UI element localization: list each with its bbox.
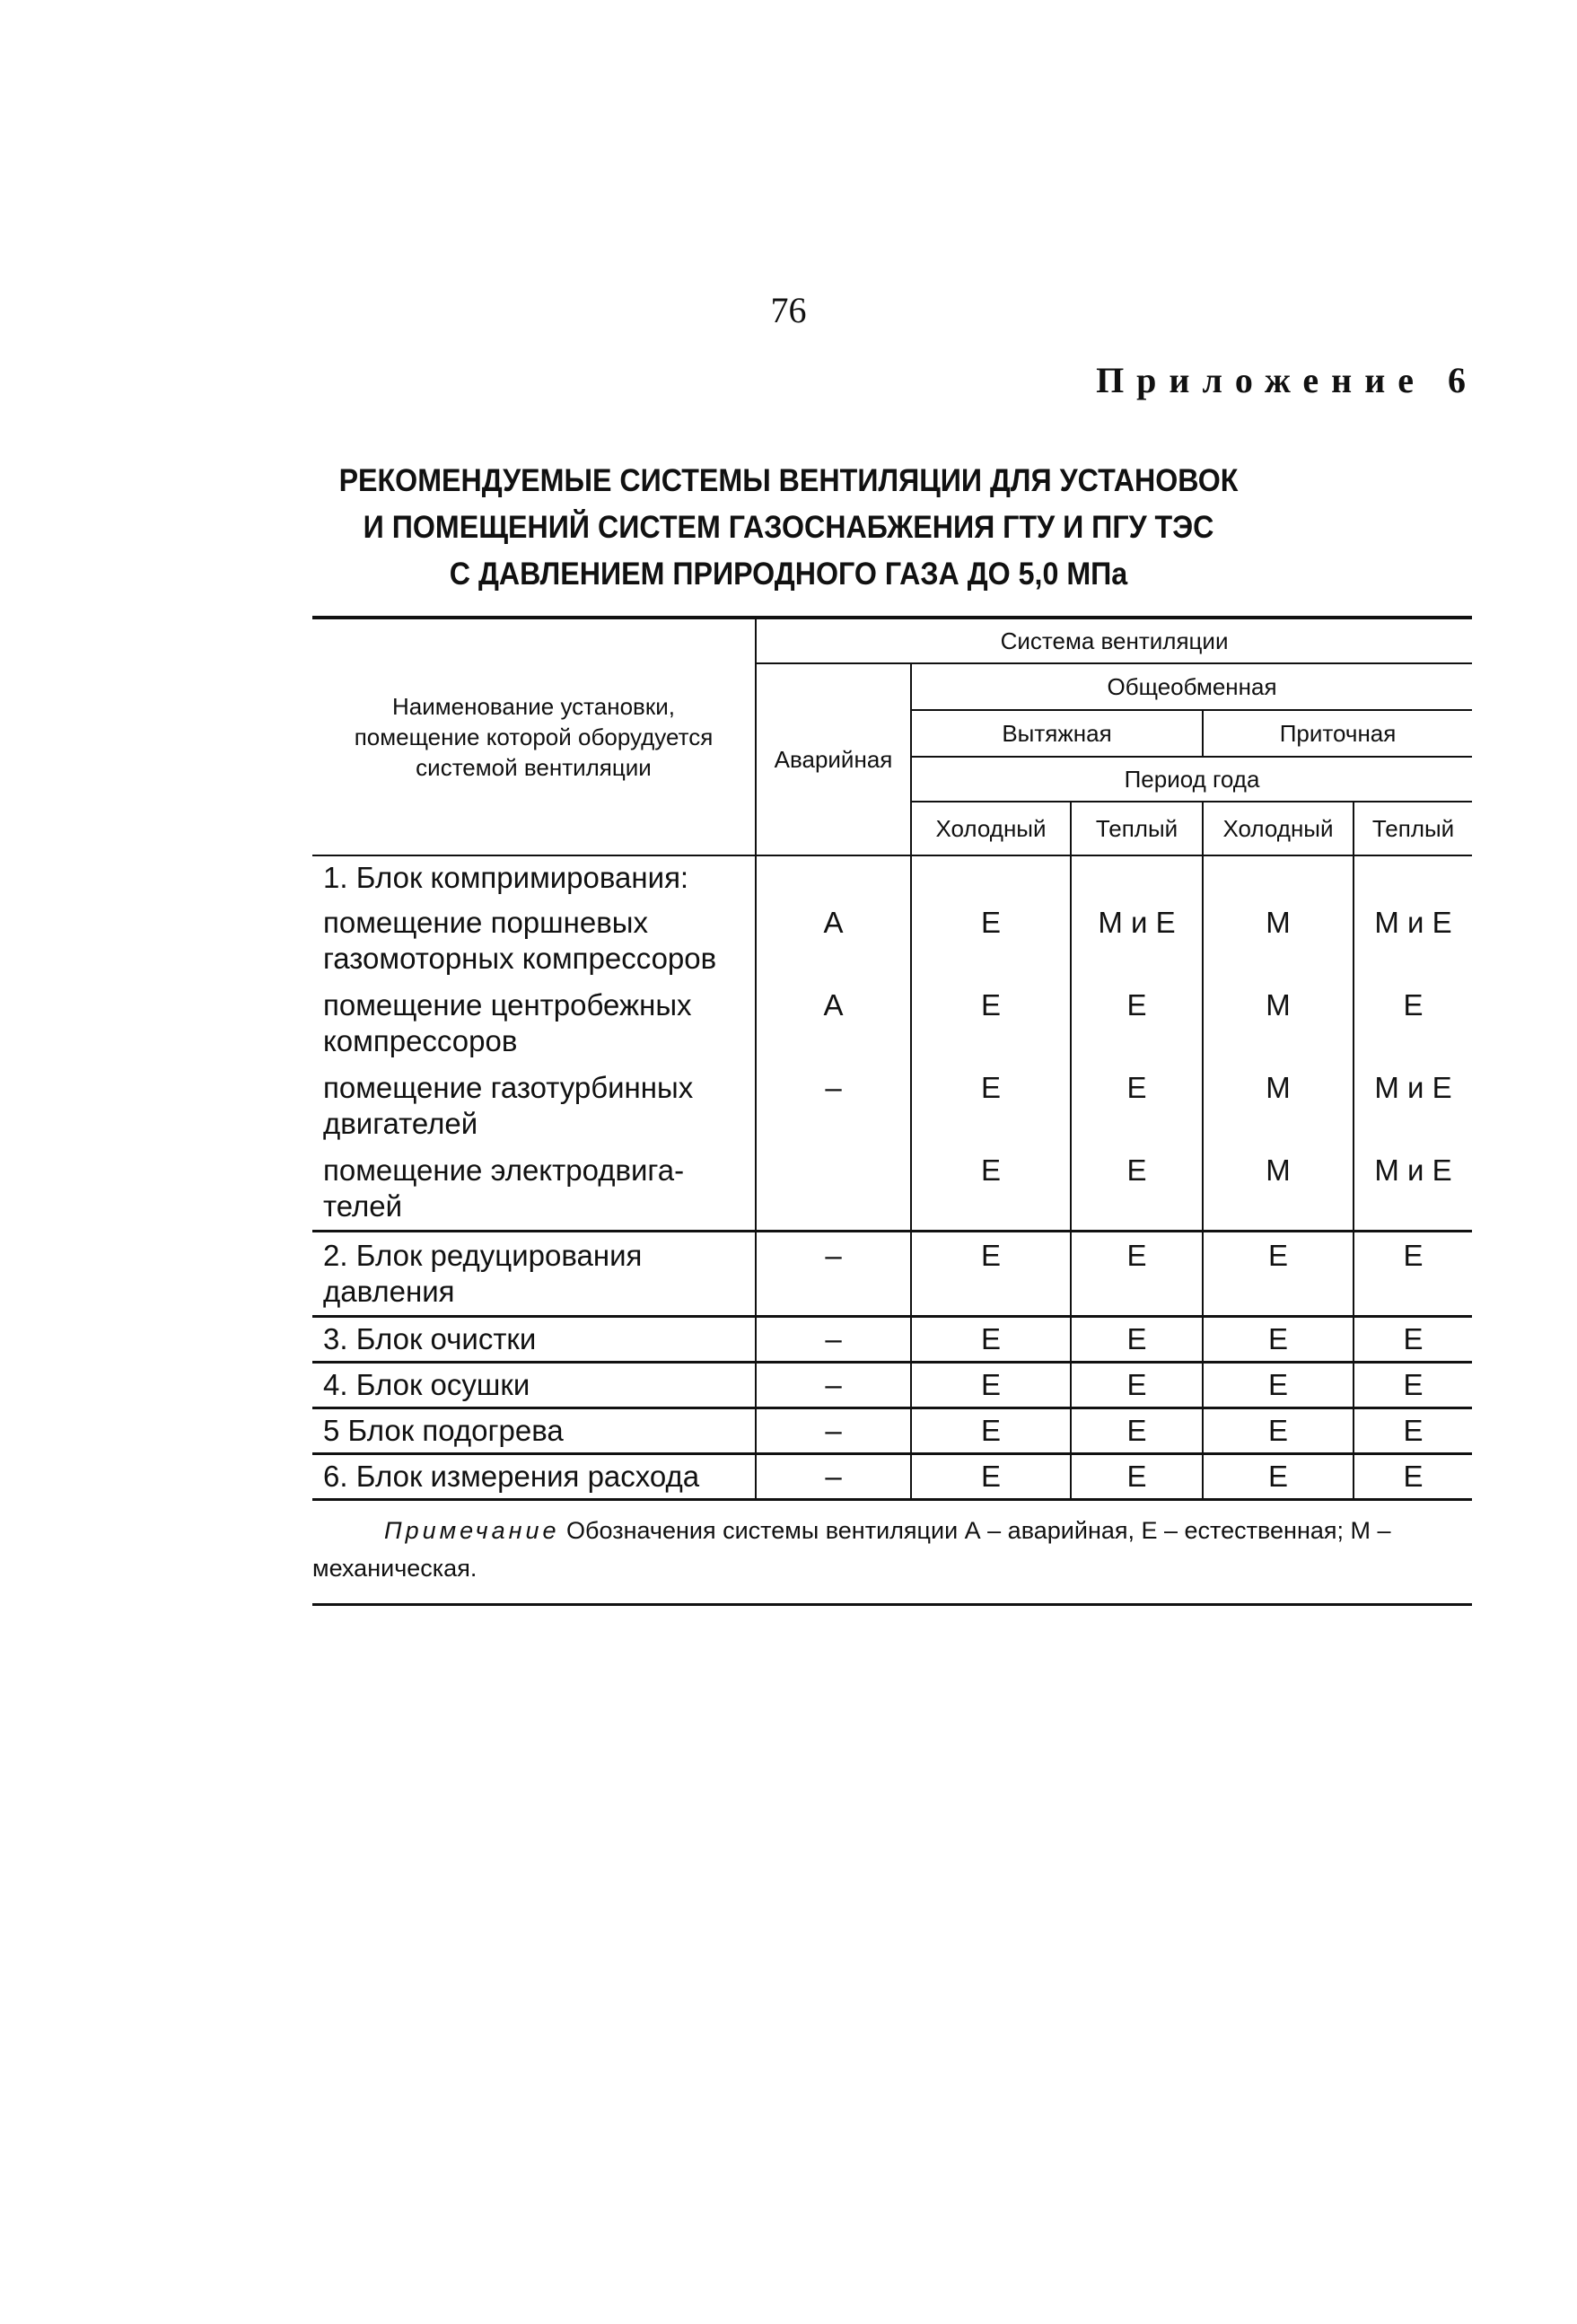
header-supply-cold: Холодный bbox=[1203, 802, 1354, 855]
table-row bbox=[312, 1408, 1472, 1454]
cell-emergency bbox=[756, 1147, 911, 1232]
header-installation-name bbox=[312, 618, 756, 855]
cell-supply-warm: Е bbox=[1354, 1408, 1472, 1454]
ventilation-table-block bbox=[312, 616, 1472, 1606]
header-general: Общеобменная bbox=[911, 663, 1472, 710]
row-name: 2. Блок редуцирования давления bbox=[312, 1232, 756, 1317]
row-name: 1. Блок компримирования: bbox=[323, 861, 689, 894]
cell-exhaust-warm: Е bbox=[1071, 982, 1203, 1065]
cell-exhaust-cold: Е bbox=[911, 982, 1071, 1065]
row-name: 4. Блок осушки bbox=[312, 1363, 756, 1408]
cell-supply-warm: Е bbox=[1354, 1317, 1472, 1363]
cell-exhaust-warm: Е bbox=[1071, 1454, 1203, 1500]
header-exhaust-warm: Теплый bbox=[1071, 802, 1203, 855]
cell-exhaust-cold: Е bbox=[911, 1232, 1071, 1317]
row-name: помещение газотурбинных двигателей bbox=[323, 1071, 694, 1140]
row-name: 3. Блок очистки bbox=[312, 1317, 756, 1363]
cell-supply-cold: М bbox=[1203, 899, 1354, 982]
cell-exhaust-cold: Е bbox=[911, 899, 1071, 982]
header-exhaust: Вытяжная bbox=[911, 710, 1203, 757]
cell-exhaust-warm bbox=[1071, 855, 1203, 899]
table-row bbox=[312, 899, 1472, 982]
row-name: помещение электродвига-телей bbox=[312, 1147, 756, 1232]
table-row bbox=[312, 1363, 1472, 1408]
cell-exhaust-warm: Е bbox=[1071, 1408, 1203, 1454]
cell-exhaust-cold: Е bbox=[911, 1363, 1071, 1408]
header-period: Период года bbox=[911, 757, 1472, 802]
document-title bbox=[63, 458, 1513, 598]
cell-supply-warm: М и Е bbox=[1354, 1065, 1472, 1147]
header-exhaust-cold: Холодный bbox=[911, 802, 1071, 855]
header-name-line: помещение которой оборудуется bbox=[354, 724, 714, 750]
cell-exhaust-cold: Е bbox=[911, 1408, 1071, 1454]
table-note bbox=[312, 1512, 1472, 1606]
cell-exhaust-cold: Е bbox=[911, 1065, 1071, 1147]
table-row bbox=[312, 1454, 1472, 1500]
header-supply: Приточная bbox=[1203, 710, 1472, 757]
cell-exhaust-warm: Е bbox=[1071, 1065, 1203, 1147]
cell-exhaust-warm: Е bbox=[1071, 1147, 1203, 1232]
cell-supply-cold: Е bbox=[1203, 1363, 1354, 1408]
title-line: РЕКОМЕНДУЕМЫЕ СИСТЕМЫ ВЕНТИЛЯЦИИ ДЛЯ УСТАНОВОК bbox=[338, 463, 1239, 498]
cell-supply-cold: М bbox=[1203, 1065, 1354, 1147]
cell-emergency: – bbox=[756, 1454, 911, 1500]
cell-supply-warm: Е bbox=[1354, 1232, 1472, 1317]
cell-emergency: – bbox=[756, 1232, 911, 1317]
cell-emergency: А bbox=[756, 982, 911, 1065]
table-row bbox=[312, 1147, 1472, 1232]
appendix-label: Приложение 6 bbox=[1096, 360, 1478, 400]
ventilation-table bbox=[312, 616, 1472, 1501]
cell-exhaust-warm: М и Е bbox=[1071, 899, 1203, 982]
table-row bbox=[312, 855, 1472, 899]
cell-emergency: А bbox=[756, 899, 911, 982]
title-line: И ПОМЕЩЕНИЙ СИСТЕМ ГАЗОСНАБЖЕНИЯ ГТУ И ПГУ ТЭС bbox=[363, 510, 1214, 545]
cell-supply-cold: Е bbox=[1203, 1454, 1354, 1500]
cell-exhaust-cold: Е bbox=[911, 1147, 1071, 1232]
header-ventilation-system: Система вентиляции bbox=[756, 618, 1472, 663]
cell-supply-warm: М и Е bbox=[1354, 899, 1472, 982]
row-name: 5 Блок подогрева bbox=[312, 1408, 756, 1454]
cell-supply-cold: Е bbox=[1203, 1408, 1354, 1454]
row-name: 6. Блок измерения расхода bbox=[312, 1454, 756, 1500]
cell-supply-warm: Е bbox=[1354, 982, 1472, 1065]
cell-supply-cold: Е bbox=[1203, 1317, 1354, 1363]
table-row bbox=[312, 1065, 1472, 1147]
cell-emergency bbox=[756, 855, 911, 899]
header-name-line: системой вентиляции bbox=[416, 754, 652, 781]
row-name: помещение поршневых газомоторных компрессоров bbox=[323, 906, 717, 975]
cell-exhaust-cold bbox=[911, 855, 1071, 899]
row-name: помещение центробежных компрессоров bbox=[323, 988, 692, 1057]
cell-emergency: – bbox=[756, 1363, 911, 1408]
cell-emergency: – bbox=[756, 1408, 911, 1454]
cell-supply-cold: Е bbox=[1203, 1232, 1354, 1317]
header-name-line: Наименование установки, bbox=[392, 693, 675, 720]
header-emergency: Аварийная bbox=[756, 663, 911, 855]
header-supply-warm: Теплый bbox=[1354, 802, 1472, 855]
table-body bbox=[312, 855, 1472, 1500]
table-row bbox=[312, 982, 1472, 1065]
cell-emergency: – bbox=[756, 1317, 911, 1363]
cell-exhaust-cold: Е bbox=[911, 1317, 1071, 1363]
cell-supply-cold: М bbox=[1203, 982, 1354, 1065]
table-header bbox=[312, 618, 1472, 855]
cell-supply-cold: М bbox=[1203, 1147, 1354, 1232]
cell-supply-warm: Е bbox=[1354, 1363, 1472, 1408]
cell-exhaust-cold: Е bbox=[911, 1454, 1071, 1500]
cell-supply-warm: М и Е bbox=[1354, 1147, 1472, 1232]
page-number: 76 bbox=[770, 290, 807, 330]
note-label: Примечание bbox=[384, 1517, 560, 1544]
title-line: С ДАВЛЕНИЕМ ПРИРОДНОГО ГАЗА ДО 5,0 МПа bbox=[449, 557, 1128, 592]
table-row bbox=[312, 1232, 1472, 1317]
cell-emergency: – bbox=[756, 1065, 911, 1147]
cell-exhaust-warm: Е bbox=[1071, 1232, 1203, 1317]
cell-exhaust-warm: Е bbox=[1071, 1317, 1203, 1363]
cell-supply-warm: Е bbox=[1354, 1454, 1472, 1500]
cell-exhaust-warm: Е bbox=[1071, 1363, 1203, 1408]
note-text: Обозначения системы вентиляции А – аварийная, Е – естественная; М – механическая. bbox=[312, 1517, 1391, 1582]
table-row bbox=[312, 1317, 1472, 1363]
cell-supply-warm bbox=[1354, 855, 1472, 899]
cell-supply-cold bbox=[1203, 855, 1354, 899]
